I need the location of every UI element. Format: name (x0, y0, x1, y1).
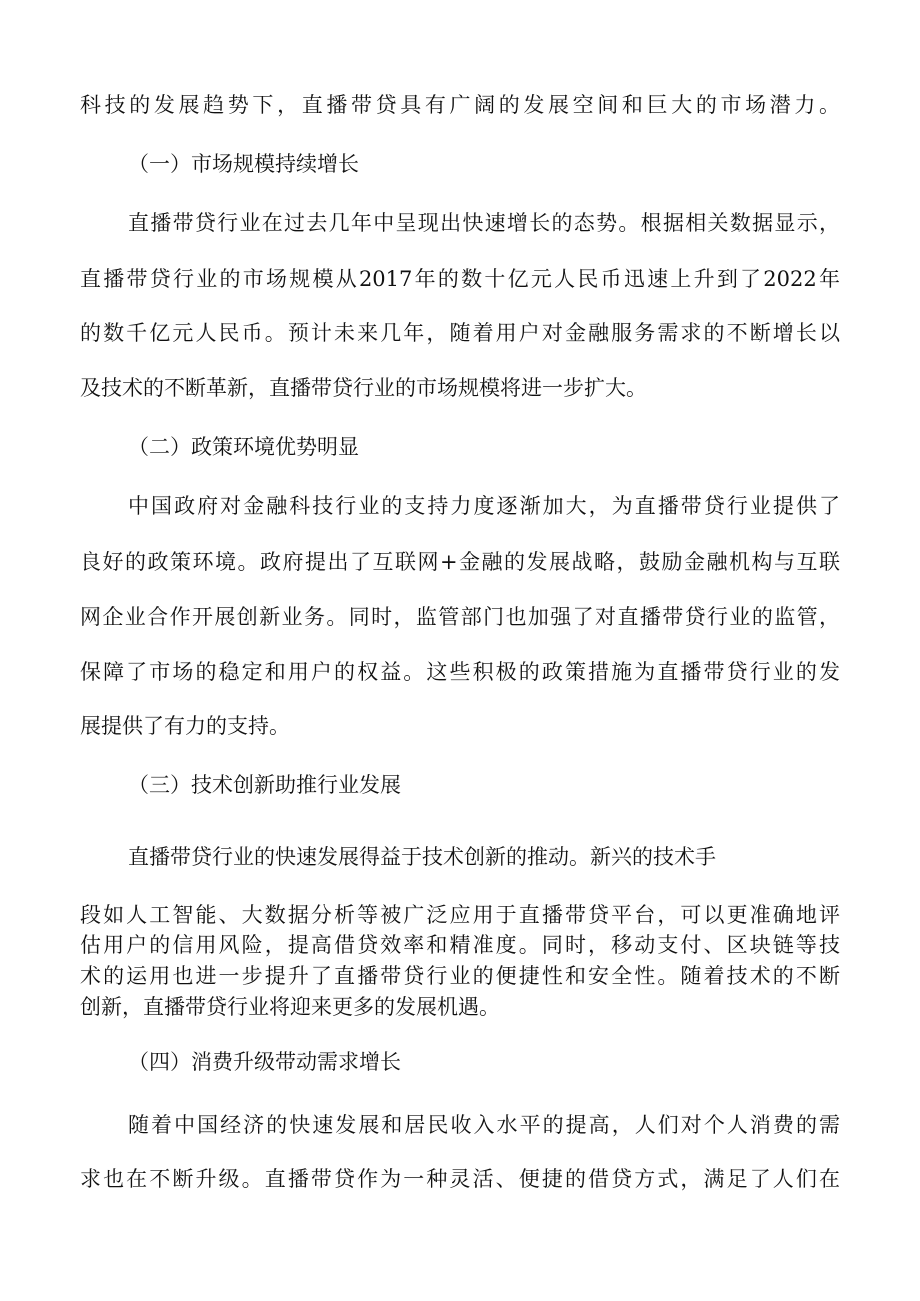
paragraph-line: 直播带贷行业的市场规模从2017年的数十亿元人民币迅速上升到了2022年 (80, 267, 840, 291)
paragraph-line: 术的运用也进一步提升了直播带贷行业的便捷性和安全性。随着技术的不断 (80, 964, 840, 988)
paragraph-line: 保障了市场的稳定和用户的权益。这些积极的政策措施为直播带贷行业的发 (80, 660, 840, 684)
section-heading-3: （三）技术创新助推行业发展 (128, 773, 401, 797)
section-heading-2: （二）政策环境优势明显 (128, 435, 359, 459)
paragraph-line: 及技术的不断革新，直播带贷行业的市场规模将进一步扩大。 (80, 376, 647, 400)
paragraph-line: 科技的发展趋势下，直播带贷具有广阔的发展空间和巨大的市场潜力。 (80, 93, 840, 117)
paragraph-line: 求也在不断升级。直播带贷作为一种灵活、便捷的借贷方式，满足了人们在 (80, 1167, 840, 1191)
paragraph-line: 良好的政策环境。政府提出了互联网+金融的发展战略，鼓励金融机构与互联 (80, 550, 840, 574)
section-heading-4: （四）消费升级带动需求增长 (128, 1050, 401, 1074)
paragraph-line: 中国政府对金融科技行业的支持力度逐渐加大，为直播带贷行业提供了 (128, 494, 840, 518)
paragraph-line: 网企业合作开展创新业务。同时，监管部门也加强了对直播带贷行业的监管， (80, 605, 840, 629)
paragraph-line: 直播带贷行业在过去几年中呈现出快速增长的态势。根据相关数据显示， (128, 211, 840, 235)
paragraph-line: 直播带贷行业的快速发展得益于技术创新的推动。新兴的技术手 (128, 845, 716, 869)
section-heading-1: （一）市场规模持续增长 (128, 152, 359, 176)
paragraph-line: 估用户的信用风险，提高借贷效率和精准度。同时，移动支付、区块链等技 (80, 933, 840, 957)
paragraph-line: 展提供了有力的支持。 (80, 714, 290, 738)
paragraph-line: 创新，直播带贷行业将迎来更多的发展机遇。 (80, 995, 500, 1019)
paragraph-line: 的数千亿元人民币。预计未来几年，随着用户对金融服务需求的不断增长以 (80, 321, 840, 345)
paragraph-line: 段如人工智能、大数据分析等被广泛应用于直播带贷平台，可以更准确地评 (80, 903, 840, 927)
paragraph-line: 随着中国经济的快速发展和居民收入水平的提高，人们对个人消费的需 (128, 1113, 840, 1137)
